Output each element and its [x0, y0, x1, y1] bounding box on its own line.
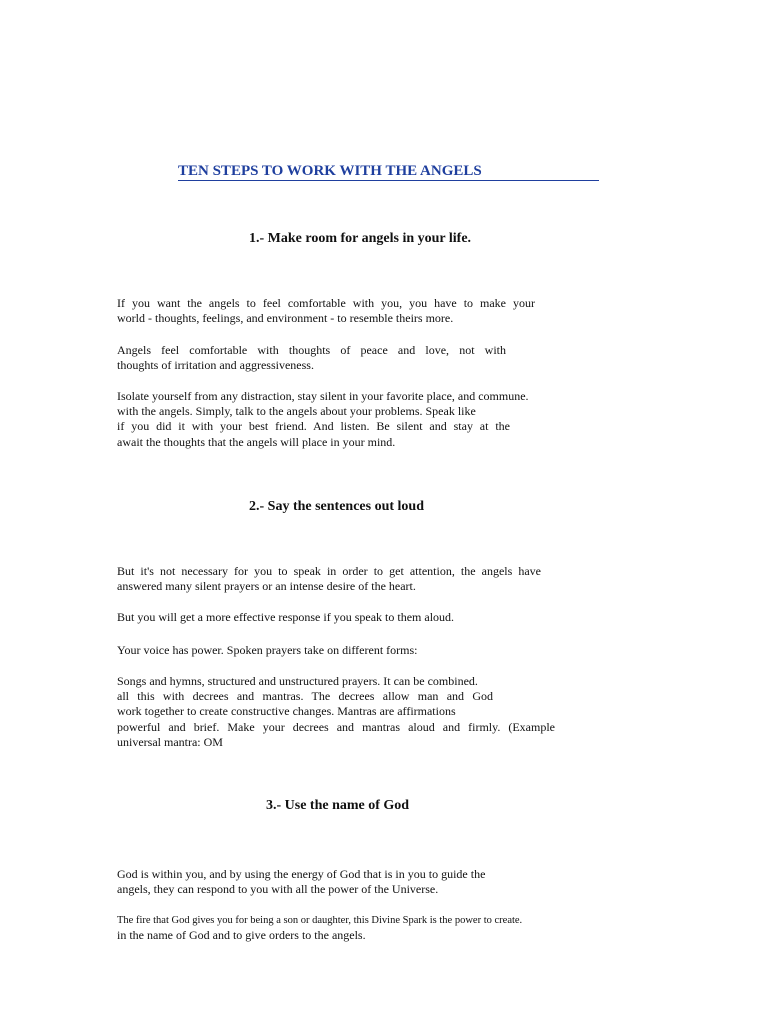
- paragraph-line: God is within you, and by using the energy of God that is in you to guide the: [117, 867, 486, 881]
- paragraph-line: universal mantra: OM: [117, 734, 223, 749]
- section-3-paragraph-2: [117, 913, 557, 943]
- section-1-heading: 1.- Make room for angels in your life.: [249, 231, 472, 246]
- paragraph-line: thoughts of irritation and aggressiveness.: [117, 358, 314, 373]
- paragraph-line: Isolate yourself from any distraction, stay silent in your favorite place, and commune.: [117, 389, 529, 403]
- section-3-heading: 3.- Use the name of God: [266, 798, 410, 813]
- paragraph-line: work together to create constructive changes. Mantras are affirmations: [117, 704, 456, 719]
- section-2-paragraph-3: [117, 643, 557, 658]
- section-1-paragraph-3: [117, 389, 557, 450]
- section-1-paragraph-1: [117, 296, 535, 326]
- section-1-paragraph-2: [117, 343, 506, 373]
- section-3-paragraph-1: [117, 867, 557, 897]
- document-title: TEN STEPS TO WORK WITH THE ANGELS: [178, 163, 482, 179]
- paragraph-line: if you did it with your best friend. And listen. Be silent and stay at the: [117, 419, 510, 434]
- paragraph-line: powerful and brief. Make your decrees and mantras aloud and firmly. (Example: [117, 719, 555, 734]
- paragraph-line: If you want the angels to feel comfortable with you, you have to make your: [117, 296, 535, 310]
- paragraph-line: answered many silent prayers or an intense desire of the heart.: [117, 579, 416, 594]
- paragraph-line: all this with decrees and mantras. The decrees allow man and God: [117, 689, 493, 704]
- paragraph-line: Angels feel comfortable with thoughts of peace and love, not with: [117, 343, 506, 357]
- title-underline: [178, 180, 599, 181]
- paragraph-line: angels, they can respond to you with all the power of the Universe.: [117, 882, 439, 897]
- paragraph-line: in the name of God and to give orders to the angels.: [117, 928, 366, 943]
- section-2-paragraph-2: [117, 610, 557, 625]
- paragraph-line: world - thoughts, feelings, and environment - to resemble theirs more.: [117, 311, 454, 326]
- paragraph-line: with the angels. Simply, talk to the angels about your problems. Speak like: [117, 404, 476, 419]
- paragraph-line: await the thoughts that the angels will place in your mind.: [117, 434, 396, 449]
- section-2-paragraph-1: [117, 564, 541, 594]
- paragraph-line: But it's not necessary for you to speak in order to get attention, the angels have: [117, 564, 541, 578]
- paragraph-line: The fire that God gives you for being a son or daughter, this Divine Spark is the power to create.: [117, 915, 523, 926]
- paragraph-line: But you will get a more effective response if you speak to them aloud.: [117, 610, 455, 624]
- paragraph-line: Songs and hymns, structured and unstructured prayers. It can be combined.: [117, 674, 478, 688]
- section-2-paragraph-4: [117, 674, 555, 750]
- section-2-heading: 2.- Say the sentences out loud: [249, 499, 425, 514]
- paragraph-line: Your voice has power. Spoken prayers take on different forms:: [117, 643, 418, 657]
